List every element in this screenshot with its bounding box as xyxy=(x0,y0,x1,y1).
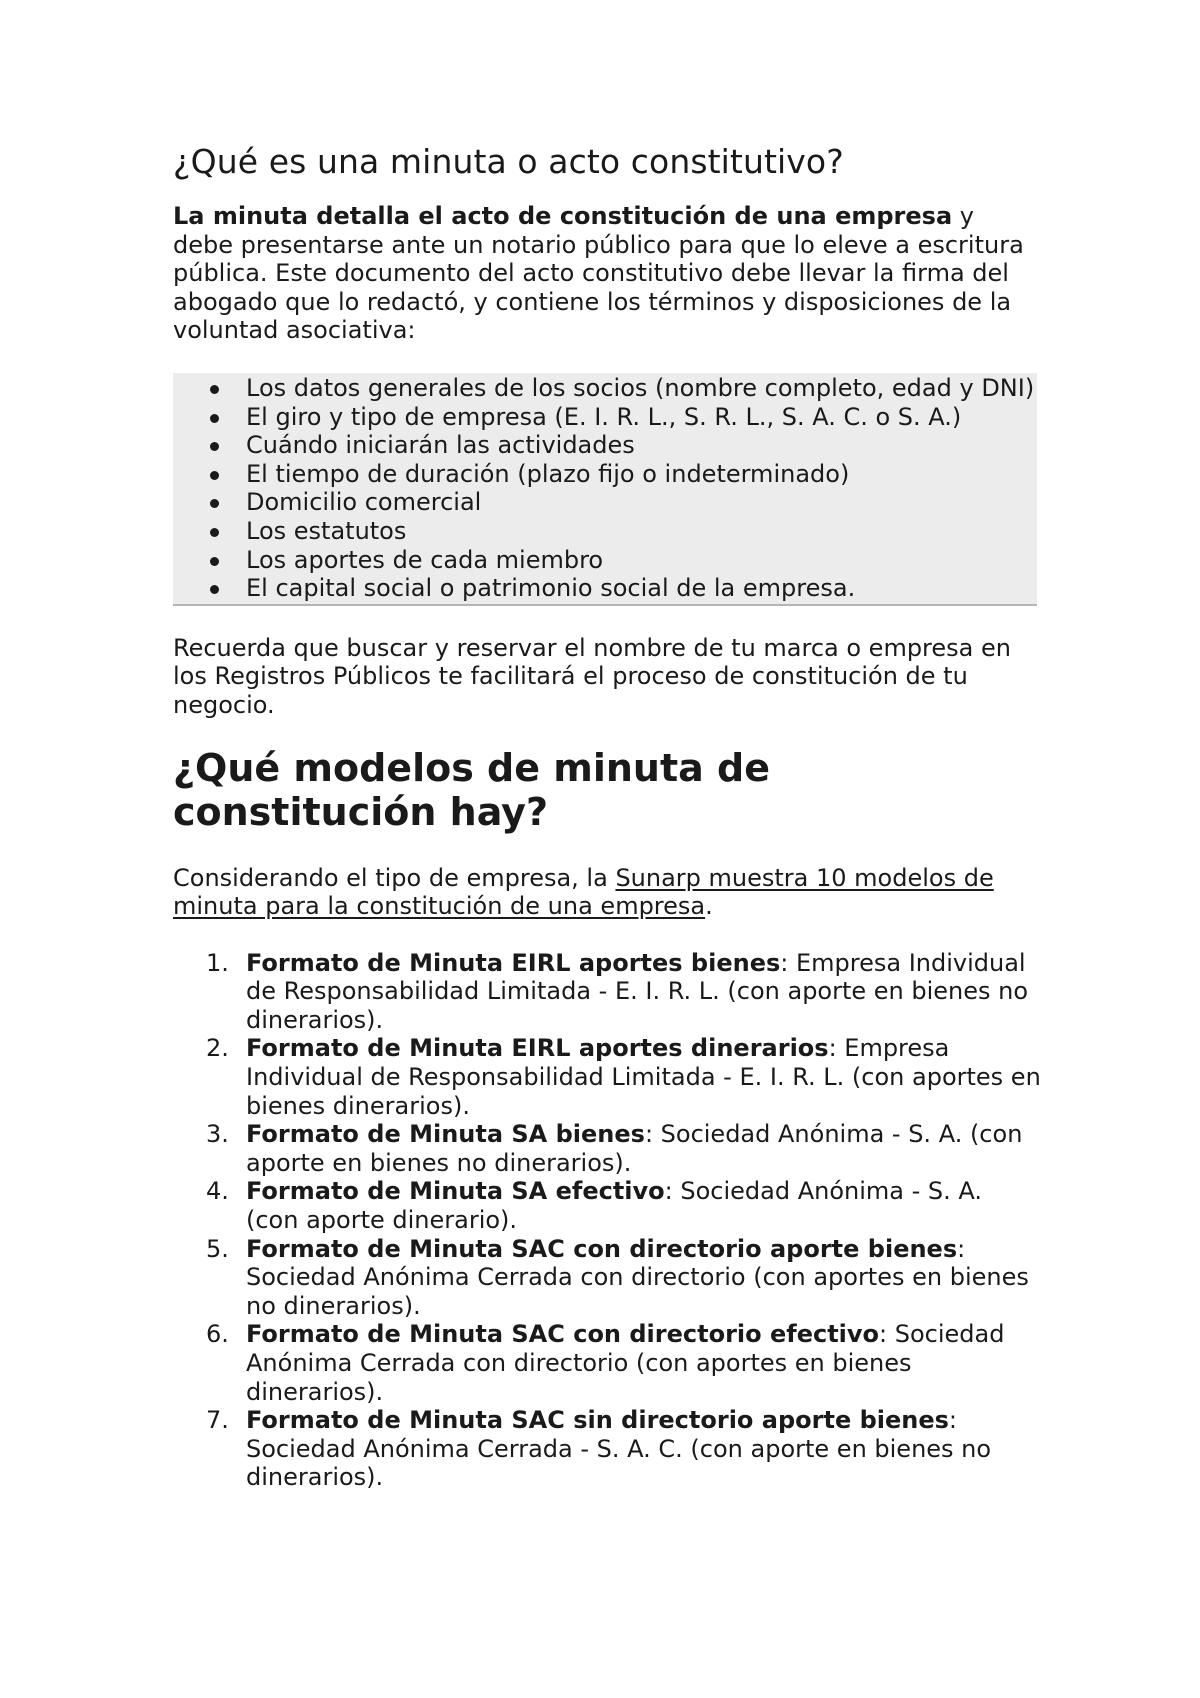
list-item-title: Formato de Minuta SAC sin directorio aporte bienes xyxy=(246,1406,949,1435)
list-item-text: : Sociedad Anónima Cerrada con directorio (con aportes en bienes no dinerarios). xyxy=(246,1234,1029,1320)
list-item-number: 5. xyxy=(206,1234,229,1263)
list-item-number: 3. xyxy=(206,1120,229,1149)
list-item-number: 7. xyxy=(206,1406,229,1435)
sunarp-link[interactable]: Sunarp muestra 10 modelos de minuta para la constitución de una empresa xyxy=(173,863,994,921)
bullet-dot xyxy=(210,414,219,423)
models-list xyxy=(173,949,1041,1492)
list-item-title: Formato de Minuta EIRL aportes bienes xyxy=(246,948,781,977)
list-item xyxy=(173,1320,1041,1406)
bullet-dot xyxy=(210,385,219,394)
list-item-title: Formato de Minuta SAC con directorio aporte bienes xyxy=(246,1234,958,1263)
list-item-number: 1. xyxy=(206,948,229,977)
bullet-dot xyxy=(210,528,219,537)
document-page xyxy=(173,140,1041,1492)
bullet-dot xyxy=(210,585,219,594)
list-item-title: Formato de Minuta SA bienes xyxy=(246,1120,645,1149)
reminder-paragraph: Recuerda que buscar y reservar el nombre de tu marca o empresa en los Registros Públicos te facilitará el proceso de constitución de tu negocio. xyxy=(173,633,1011,719)
list-item-text: : Sociedad Anónima Cerrada - S. A. C. (con aporte en bienes no dinerarios). xyxy=(246,1406,992,1492)
list-item xyxy=(173,574,1037,603)
list-item-text: El capital social o patrimonio social de la empresa. xyxy=(246,574,856,603)
list-item-text: : Empresa Individual de Responsabilidad Limitada - E. I. R. L. (con aportes en bienes dinerarios). xyxy=(246,1034,1041,1120)
section-heading-minuta: ¿Qué es una minuta o acto constitutivo? xyxy=(173,142,844,181)
list-item-title: Formato de Minuta SAC con directorio efectivo xyxy=(246,1320,880,1349)
list-item-number: 6. xyxy=(206,1320,229,1349)
list-item-text: Los estatutos xyxy=(246,516,407,545)
section-heading-modelos: ¿Qué modelos de minuta de constitución hay? xyxy=(173,745,770,834)
list-item-text: Cuándo iniciarán las actividades xyxy=(246,431,635,460)
list-item xyxy=(173,1034,1041,1120)
intro-text: y debe presentarse ante un notario público para que lo eleve a escritura pública. Este documento del acto constitutivo debe llevar la firma del abogado que lo redactó, y contiene los términos y disposiciones de la voluntad asociativa: xyxy=(173,202,1024,345)
bullet-list-box xyxy=(173,373,1037,606)
list-item-number: 2. xyxy=(206,1034,229,1063)
list-item xyxy=(173,546,1037,575)
list-item xyxy=(173,460,1037,489)
models-intro-paragraph xyxy=(173,864,1041,921)
list-item-text: : Empresa Individual de Responsabilidad Limitada - E. I. R. L. (con aporte en bienes no dinerarios). xyxy=(246,948,1029,1034)
list-item-text: Domicilio comercial xyxy=(246,488,482,517)
list-item-number: 4. xyxy=(206,1177,229,1206)
list-item-title: Formato de Minuta SA efectivo xyxy=(246,1177,665,1206)
bullet-dot xyxy=(210,471,219,480)
intro-paragraph xyxy=(173,202,1041,345)
bullet-dot xyxy=(210,499,219,508)
list-item xyxy=(173,1235,1041,1321)
list-item-text: El giro y tipo de empresa (E. I. R. L., S. R. L., S. A. C. o S. A.) xyxy=(246,402,962,431)
bullet-dot xyxy=(210,442,219,451)
list-item-text: : Sociedad Anónima - S. A. (con aporte en bienes no dinerarios). xyxy=(246,1120,1023,1177)
list-item xyxy=(173,431,1037,460)
intro-bold-text: La minuta detalla el acto de constitución de una empresa xyxy=(173,202,953,230)
list-item xyxy=(173,1177,1041,1234)
models-intro-end: . xyxy=(705,892,713,921)
list-item-text: : Sociedad Anónima Cerrada con directorio (con aportes en bienes dinerarios). xyxy=(246,1320,1005,1406)
models-intro-text: Considerando el tipo de empresa, la xyxy=(173,863,616,892)
list-item xyxy=(173,517,1037,546)
list-item xyxy=(173,488,1037,517)
list-item-text: Los datos generales de los socios (nombre completo, edad y DNI) xyxy=(246,373,1035,402)
list-item xyxy=(173,374,1037,403)
list-item xyxy=(173,403,1037,432)
bullet-dot xyxy=(210,557,219,566)
list-item xyxy=(173,1120,1041,1177)
list-item xyxy=(173,949,1041,1035)
list-item-text: El tiempo de duración (plazo fijo o indeterminado) xyxy=(246,459,850,488)
list-item-title: Formato de Minuta EIRL aportes dinerarios xyxy=(246,1034,829,1063)
list-item-text: Los aportes de cada miembro xyxy=(246,545,604,574)
list-item xyxy=(173,1406,1041,1492)
requirements-list xyxy=(173,374,1037,603)
list-item-text: : Sociedad Anónima - S. A. (con aporte dinerario). xyxy=(246,1177,983,1235)
